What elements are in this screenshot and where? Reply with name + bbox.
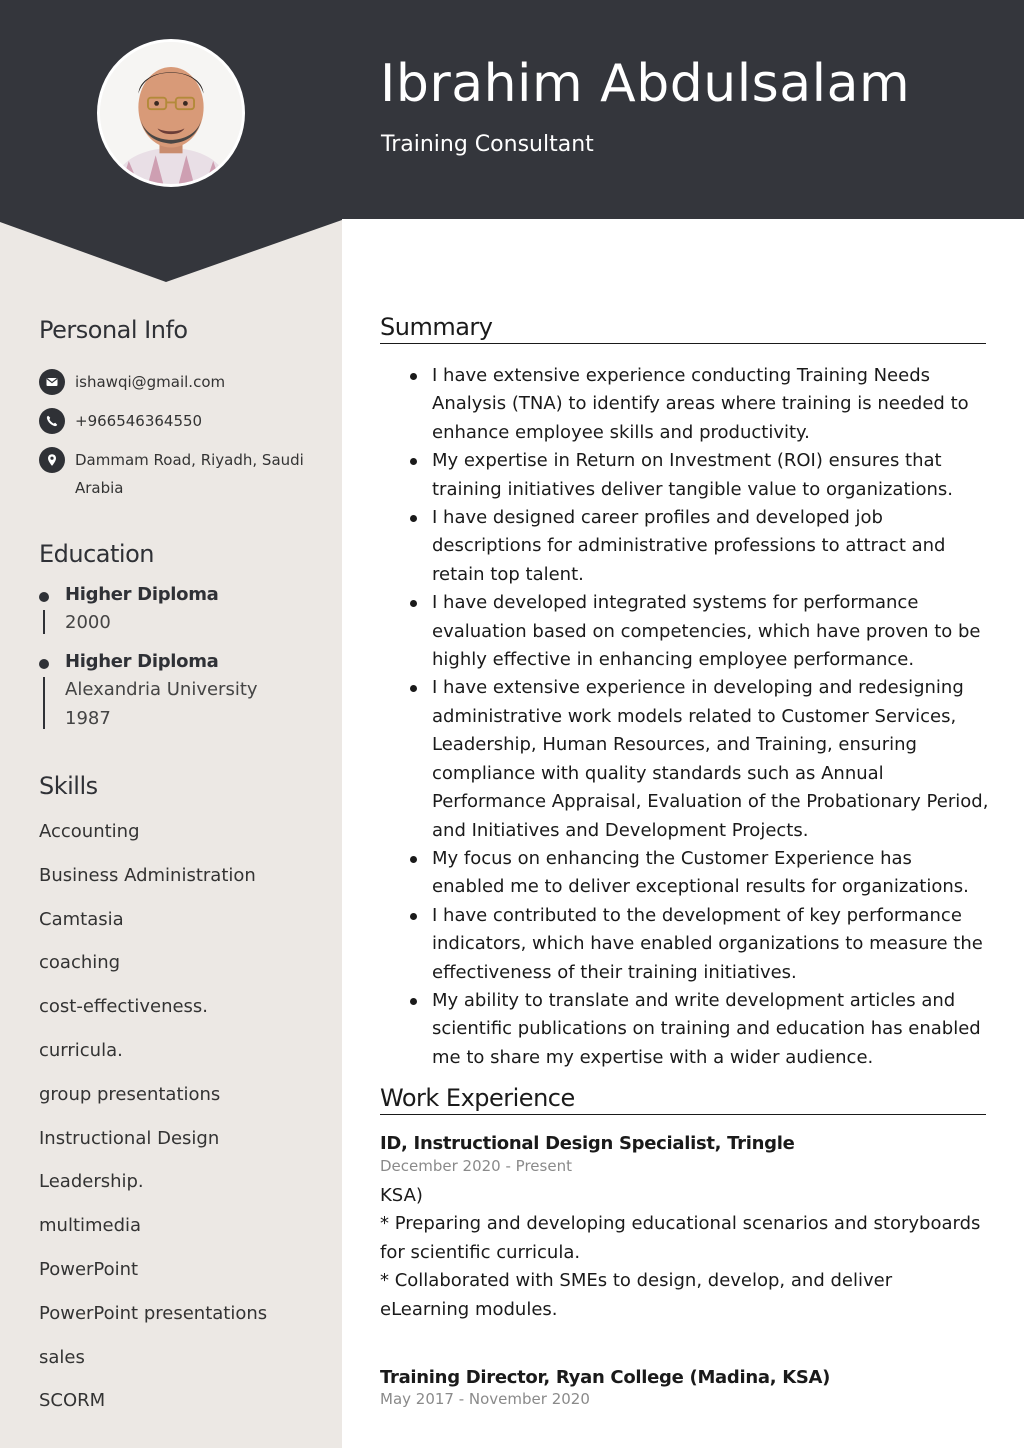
address-line-2: Arabia (75, 479, 124, 497)
contact-email (39, 369, 225, 396)
skill-item: curricula. (39, 1039, 123, 1061)
education-year: 1987 (65, 708, 111, 729)
skill-item: sales (39, 1346, 85, 1368)
skill-item: Camtasia (39, 908, 124, 930)
work-experience-heading: Work Experience (380, 1084, 986, 1115)
summary-list (410, 362, 990, 1072)
phone-icon (39, 408, 65, 434)
education-degree: Higher Diploma (65, 584, 219, 605)
skills-list (39, 820, 267, 1433)
email-icon (39, 369, 65, 395)
location-pin-icon (39, 447, 65, 473)
contact-phone-text[interactable]: +966546364550 (75, 412, 203, 430)
job-title: ID, Instructional Design Specialist, Tringle (380, 1133, 795, 1154)
summary-item: My focus on enhancing the Customer Experience has enabled me to deliver exceptional results for organizations. (410, 845, 990, 902)
education-school: Alexandria University (65, 679, 258, 700)
timeline-dot (39, 659, 49, 669)
summary-item: My ability to translate and write development articles and scientific publications on training and education has enabled me to share my expertise with a wider audience. (410, 987, 990, 1072)
personal-info-heading: Personal Info (39, 316, 188, 344)
skill-item: coaching (39, 952, 121, 974)
skill-item: Business Administration (39, 864, 256, 886)
candidate-name: Ibrahim Abdulsalam (380, 54, 911, 114)
summary-heading: Summary (380, 313, 986, 344)
summary-item: I have extensive experience conducting Training Needs Analysis (TNA) to identify areas where training is needed to enhance employee skills and productivity. (410, 362, 990, 447)
skill-item: Accounting (39, 821, 140, 842)
skill-item: SCORM (39, 1390, 106, 1412)
education-heading: Education (39, 540, 154, 568)
skill-item: group presentations (39, 1083, 221, 1105)
job-description (380, 1182, 986, 1324)
skill-item: multimedia (39, 1215, 142, 1237)
job-description-line: KSA) (380, 1185, 423, 1206)
timeline-line (43, 677, 45, 729)
job-description-line: * Collaborated with SMEs to design, develop, and deliver eLearning modules. (380, 1270, 893, 1320)
skills-heading: Skills (39, 772, 98, 800)
contact-address-text (75, 446, 304, 502)
summary-item: I have contributed to the development of key performance indicators, which have enabled organizations to measure the effectiveness of their training initiatives. (410, 902, 990, 987)
job-dates: December 2020 - Present (380, 1157, 572, 1175)
header-chevron (0, 218, 342, 282)
contact-phone (39, 408, 202, 435)
job-title: Training Director, Ryan College (Madina, KSA) (380, 1367, 831, 1388)
profile-photo (97, 39, 245, 187)
job-dates: May 2017 - November 2020 (380, 1390, 590, 1408)
summary-item: My expertise in Return on Investment (ROI) ensures that training initiatives deliver tangible value to organizations. (410, 447, 990, 504)
job-description-line: * Preparing and developing educational scenarios and storyboards for scientific curricula. (380, 1213, 981, 1263)
contact-address (39, 447, 304, 502)
skill-item: cost-effectiveness. (39, 996, 209, 1018)
skill-item: PowerPoint (39, 1258, 139, 1280)
skill-item: Leadership. (39, 1171, 144, 1193)
education-year: 2000 (65, 612, 111, 633)
summary-item: I have designed career profiles and developed job descriptions for administrative professions to attract and retain top talent. (410, 504, 990, 589)
address-line-1: Dammam Road, Riyadh, Saudi (75, 451, 304, 469)
candidate-title: Training Consultant (381, 132, 594, 157)
timeline-dot (39, 592, 49, 602)
summary-item: I have extensive experience in developing and redesigning administrative work models related to Customer Services, Leadership, Human Resources, and Training, ensuring compliance with quality standards such as Annual Performance Appraisal, Evaluation of the Probationary Period, and Initiatives and Development Projects. (410, 674, 990, 844)
skill-item: PowerPoint presentations (39, 1302, 268, 1324)
contact-email-text[interactable]: ishawqi@gmail.com (75, 373, 226, 391)
education-degree: Higher Diploma (65, 651, 219, 672)
skill-item: Instructional Design (39, 1127, 220, 1149)
summary-item: I have developed integrated systems for performance evaluation based on competencies, which have proven to be highly effective in enhancing employee performance. (410, 589, 990, 674)
timeline-line (43, 610, 45, 634)
